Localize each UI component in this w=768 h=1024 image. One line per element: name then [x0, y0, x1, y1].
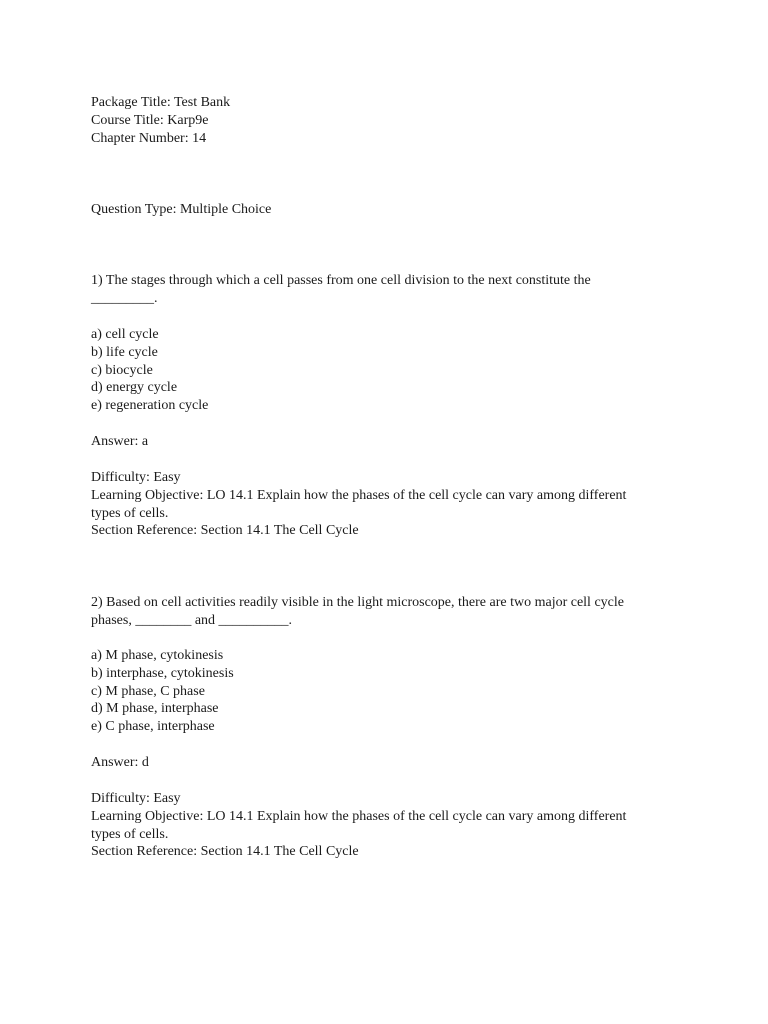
question-1-option-a: a) cell cycle [91, 327, 159, 342]
question-1-answer: Answer: a [91, 434, 149, 449]
question-2-stem-line1: 2) Based on cell activities readily visible in the light microscope, there are two major cell cycle [91, 595, 624, 610]
question-1 [91, 272, 681, 308]
question-1-objective-line2: types of cells. [91, 505, 169, 521]
question-1-section-reference: Section Reference: Section 14.1 The Cell Cycle [91, 523, 359, 539]
question-2-difficulty: Difficulty: Easy [91, 791, 181, 806]
question-1-stem-line2: _________. [91, 290, 158, 306]
question-1-options [91, 326, 681, 415]
question-1-option-b: b) life cycle [91, 344, 158, 360]
question-2-option-c: c) M phase, C phase [91, 683, 205, 699]
document-header [91, 94, 681, 147]
question-2-option-b: b) interphase, cytokinesis [91, 665, 234, 681]
question-1-option-e: e) regeneration cycle [91, 398, 209, 414]
question-1-objective-line1: Learning Objective: LO 14.1 Explain how the phases of the cell cycle can vary among different [91, 487, 627, 503]
question-2-option-a: a) M phase, cytokinesis [91, 648, 224, 663]
question-2 [91, 594, 681, 630]
question-2-options [91, 647, 681, 736]
question-2-metadata [91, 790, 681, 861]
question-1-option-d: d) energy cycle [91, 380, 178, 396]
question-2-objective-line2: types of cells. [91, 826, 169, 842]
question-1-metadata [91, 469, 681, 540]
question-1-option-c: c) biocycle [91, 362, 153, 378]
package-title: Package Title: Test Bank [91, 95, 231, 110]
question-type: Question Type: Multiple Choice [91, 202, 272, 217]
question-2-objective-line1: Learning Objective: LO 14.1 Explain how the phases of the cell cycle can vary among different [91, 808, 627, 824]
question-2-section-reference: Section Reference: Section 14.1 The Cell Cycle [91, 844, 359, 860]
question-1-stem-line1: 1) The stages through which a cell passes from one cell division to the next constitute the [91, 273, 591, 288]
course-title: Course Title: Karp9e [91, 112, 209, 128]
question-1-difficulty: Difficulty: Easy [91, 470, 181, 485]
question-2-option-d: d) M phase, interphase [91, 701, 219, 717]
question-2-answer: Answer: d [91, 755, 149, 770]
question-2-stem-line2: phases, ________ and __________. [91, 612, 293, 628]
chapter-number: Chapter Number: 14 [91, 130, 207, 146]
question-2-option-e: e) C phase, interphase [91, 719, 215, 735]
